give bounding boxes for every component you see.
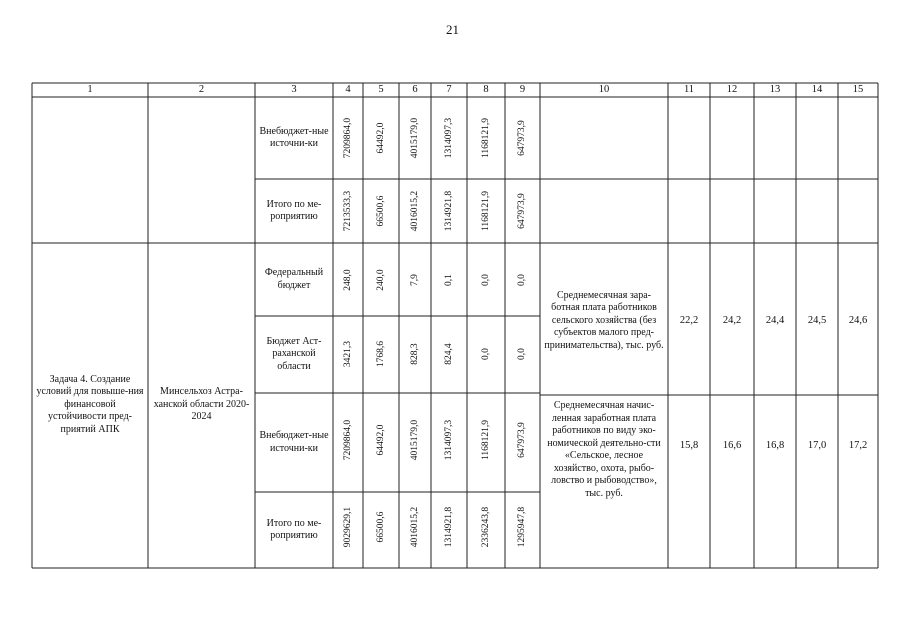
off-v5: 1168121,9 bbox=[481, 419, 491, 461]
top-r2-v3: 4016015,2 bbox=[410, 190, 420, 232]
indicator-1-v3: 24,4 bbox=[765, 315, 785, 327]
header-col-15: 15 bbox=[852, 84, 864, 96]
tot-v3: 4016015,2 bbox=[410, 506, 420, 548]
tot-v1: 9029629,1 bbox=[343, 506, 353, 548]
header-col-11: 11 bbox=[683, 84, 695, 96]
top-r2-v1: 7213533,3 bbox=[343, 190, 353, 232]
indicator-1-v4: 24,5 bbox=[807, 315, 827, 327]
fed-v1: 248,0 bbox=[343, 269, 353, 291]
indicator-1-v1: 22,2 bbox=[679, 315, 699, 327]
top-r1-v2: 64492,0 bbox=[376, 122, 386, 154]
reg-v5: 0,0 bbox=[481, 348, 491, 360]
source-offbudget: Внебюджет-ные источни-ки bbox=[259, 430, 329, 454]
header-col-12: 12 bbox=[726, 84, 738, 96]
off-v2: 64492,0 bbox=[376, 424, 386, 456]
top-source-offbudget: Внебюджет-ные источни-ки bbox=[259, 125, 329, 149]
task-executor: Минсельхоз Астра-ханской области 2020-2024 bbox=[153, 386, 250, 423]
reg-v6: 0,0 bbox=[517, 348, 527, 360]
top-r1-v1: 7209864,0 bbox=[343, 117, 353, 159]
top-r1-v4: 1314097,3 bbox=[444, 117, 454, 159]
header-col-6: 6 bbox=[412, 84, 418, 96]
indicator-2-v5: 17,2 bbox=[848, 440, 868, 452]
header-col-1: 1 bbox=[87, 84, 93, 96]
indicator-2-v2: 16,6 bbox=[722, 440, 742, 452]
fed-v6: 0,0 bbox=[517, 274, 527, 286]
source-total: Итого по ме-роприятию bbox=[266, 517, 322, 541]
off-v1: 7209864,0 bbox=[343, 419, 353, 461]
top-r2-v5: 1168121,9 bbox=[481, 190, 491, 232]
indicator-2-v3: 16,8 bbox=[765, 440, 785, 452]
header-col-4: 4 bbox=[345, 84, 351, 96]
reg-v2: 1768,6 bbox=[376, 340, 386, 368]
tot-v2: 66500,6 bbox=[376, 511, 386, 543]
top-source-total: Итого по ме-роприятию bbox=[266, 198, 322, 222]
fed-v5: 0,0 bbox=[481, 274, 491, 286]
tot-v4: 1314921,8 bbox=[444, 506, 454, 548]
top-r1-v5: 1168121,9 bbox=[481, 117, 491, 159]
fed-v4: 0,1 bbox=[444, 274, 454, 286]
reg-v3: 828,3 bbox=[410, 343, 420, 365]
top-r2-v4: 1314921,8 bbox=[444, 190, 454, 232]
top-r2-v6: 647973,9 bbox=[517, 193, 527, 229]
page-number: 21 bbox=[446, 22, 459, 37]
top-r2-v2: 66500,6 bbox=[376, 195, 386, 227]
reg-v4: 824,4 bbox=[444, 343, 454, 365]
header-col-7: 7 bbox=[446, 84, 452, 96]
source-federal: Федеральный бюджет bbox=[264, 267, 324, 291]
indicator-2-v4: 17,0 bbox=[807, 440, 827, 452]
indicator-1-v5: 24,6 bbox=[848, 315, 868, 327]
off-v4: 1314097,3 bbox=[444, 419, 454, 461]
fed-v2: 240,0 bbox=[376, 269, 386, 291]
indicator-2-v1: 15,8 bbox=[679, 440, 699, 452]
tot-v6: 1295947,8 bbox=[517, 506, 527, 548]
header-col-5: 5 bbox=[378, 84, 384, 96]
top-r1-v3: 4015179,0 bbox=[410, 117, 420, 159]
off-v3: 4015179,0 bbox=[410, 419, 420, 461]
fed-v3: 7,9 bbox=[410, 274, 420, 286]
reg-v1: 3421,3 bbox=[343, 340, 353, 368]
task-description: Задача 4. Создание условий для повыше-ния финансовой устойчивости пред-приятий АПК bbox=[36, 373, 144, 435]
header-col-13: 13 bbox=[769, 84, 781, 96]
indicator-1-name: Среднемесячная зара-ботная плата работников сельского хозяйства (без субъектов малого пред-принимательства), тыс. руб. bbox=[544, 289, 664, 351]
header-col-10: 10 bbox=[598, 84, 610, 96]
header-col-2: 2 bbox=[198, 84, 205, 96]
header-col-3: 3 bbox=[291, 84, 297, 96]
top-r1-v6: 647973,9 bbox=[517, 120, 527, 156]
source-regional: Бюджет Аст-раханской области bbox=[266, 335, 322, 372]
header-col-9: 9 bbox=[519, 84, 526, 96]
indicator-2-name: Среднемесячная начис-ленная заработная плата работников по виду эко-номической деятельно-сти «Сельское, лесное хозяйство, охота, рыбо-ловство и рыбоводство», тыс. руб. bbox=[547, 400, 661, 499]
header-col-8: 8 bbox=[483, 84, 489, 96]
header-col-14: 14 bbox=[811, 84, 823, 96]
off-v6: 647973,9 bbox=[517, 422, 527, 458]
tot-v5: 2336243,8 bbox=[481, 506, 491, 548]
indicator-1-v2: 24,2 bbox=[722, 315, 742, 327]
